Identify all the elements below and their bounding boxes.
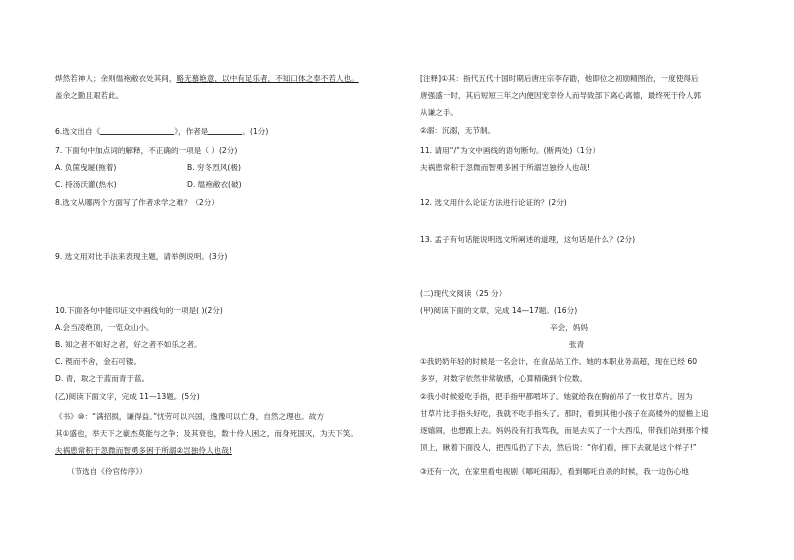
passage-line	[55, 74, 359, 84]
answer-blank[interactable]	[100, 126, 174, 135]
paragraph-line: 多岁，对数字依然非常敏感，心算精确到个位数。	[420, 374, 588, 383]
article-author: 张青	[569, 340, 585, 349]
question-6-prefix: 6.选文出自《	[55, 127, 101, 136]
option-a: A. 负箧曳屣(拖着)	[55, 163, 117, 172]
question-11: 11. 请用“/”为文中画线的语句断句。(断两处)（1分）	[420, 146, 600, 155]
paragraph-line: ③还有一次，在家里看电视剧《哪吒闹海》，看到哪吒自杀的时候，我一边伤心地	[420, 467, 689, 476]
answer-blank[interactable]	[208, 126, 242, 135]
section-yi-title: (乙)阅读下面文字，完成 11—13题。(5分)	[55, 392, 200, 401]
paragraph-line: ①我奶奶年轻的时候是一名会计，在食品站工作。她的本职业务高超，现在已经 60	[420, 357, 698, 366]
question-7: 7. 下面句中加点词的解释，不正确的一项是（ ）(2分)	[55, 146, 238, 155]
right-column	[420, 0, 750, 560]
article-title: 辛会，妈妈	[550, 323, 588, 332]
option-a: A.会当凌绝顶，一览众山小。	[55, 323, 154, 332]
annotation-line: ②溺：沉溺，无节制。	[420, 126, 496, 135]
question-11-sentence: 夫祸患常积于忽微而智勇多困于所溺岂独伶人也哉!	[420, 163, 591, 172]
question-12: 12. 选文用什么论证方法进行论证的？(2分)	[420, 198, 567, 207]
question-13: 13. 孟子有句话能说明选文所阐述的道理，这句话是什么？(2分)	[420, 235, 636, 244]
annotation-line: 从谦之手。	[420, 108, 458, 117]
paragraph-line: ②我小时候爱吃手指，把手指甲都啃坏了。她就给我在胸前吊了一枚甘草片。因为	[420, 392, 693, 401]
option-b: B. 知之者不如好之者，好之者不如乐之者。	[55, 340, 202, 349]
question-6-suffix: 。(1分)	[242, 127, 269, 136]
question-6	[55, 126, 268, 137]
option-d: D. 青，取之于蓝而青于蓝。	[55, 374, 150, 383]
question-8: 8.选文从哪两个方面写了作者求学之难？（2分）	[55, 198, 219, 207]
annotation-line: [注释]①其：指代五代十国时期后唐庄宗李存勖，他即位之初励精图治，一度使得后	[420, 74, 699, 83]
section-jia-title: (甲)阅读下面的文章，完成 14—17题。(16分)	[420, 306, 578, 315]
passage-source: （节选自《伶官传序》）	[67, 467, 147, 476]
annotation-line: 唐强盛一时，其后短短三年之内便因宠幸伶人而导致部下离心离德，最终死于伶人郭	[420, 91, 701, 100]
left-column	[55, 0, 383, 560]
option-b: B. 穷冬烈风(极)	[187, 163, 241, 172]
underlined-passage-line: 夫祸患常积于忽微而智勇多困于所溺②岂独伶人也哉!	[55, 446, 232, 455]
passage-line: 其①盛也，举天下之豪杰莫能与之争；及其衰也，数十伶人困之，而身死国灭，为天下笑。	[55, 429, 358, 438]
option-d: D. 缊袍敝衣(破)	[187, 180, 242, 189]
question-9: 9. 选文用对比手法来表现主题，请举例说明。(3分)	[55, 252, 228, 261]
paragraph-line: 顶上，瞅着下面没人，把西瓜扔了下去，然后说：“你们看，摔下去就是这个样子!”	[420, 443, 697, 452]
option-c: C. 持汤沃灌(热水)	[55, 180, 117, 189]
paragraph-line: 甘草片比手指头好吃，我就不吃手指头了。那时，看到其他小孩子在高楼外的屋檐上追	[420, 409, 709, 418]
section-title: (二)现代文阅读（25 分）	[420, 289, 507, 298]
passage-line: 盖余之勤且艰若此。	[55, 91, 124, 100]
underlined-passage-text: 略无慕艳意，以中有足乐者，不知口体之奉不若人也。	[176, 74, 359, 83]
option-c: C. 锲而不舍，金石可镂。	[55, 357, 142, 366]
passage-line: 《书》⑩：“满招损，谦得益。”忧劳可以兴国，逸豫可以亡身，自然之理也。故方	[55, 412, 325, 421]
question-10: 10.下面各句中能印证文中画线句的一项是( )(2分)	[55, 306, 223, 315]
paragraph-line: 逐嬉闹，也想跟上去。妈妈没有打我骂我，而是去买了一个大西瓜，带我们站到那个楼	[420, 426, 709, 435]
question-6-mid: 》，作者是	[174, 127, 209, 136]
passage-text: 烨然若神人；余则缊袍敝衣处其间，	[55, 74, 177, 83]
